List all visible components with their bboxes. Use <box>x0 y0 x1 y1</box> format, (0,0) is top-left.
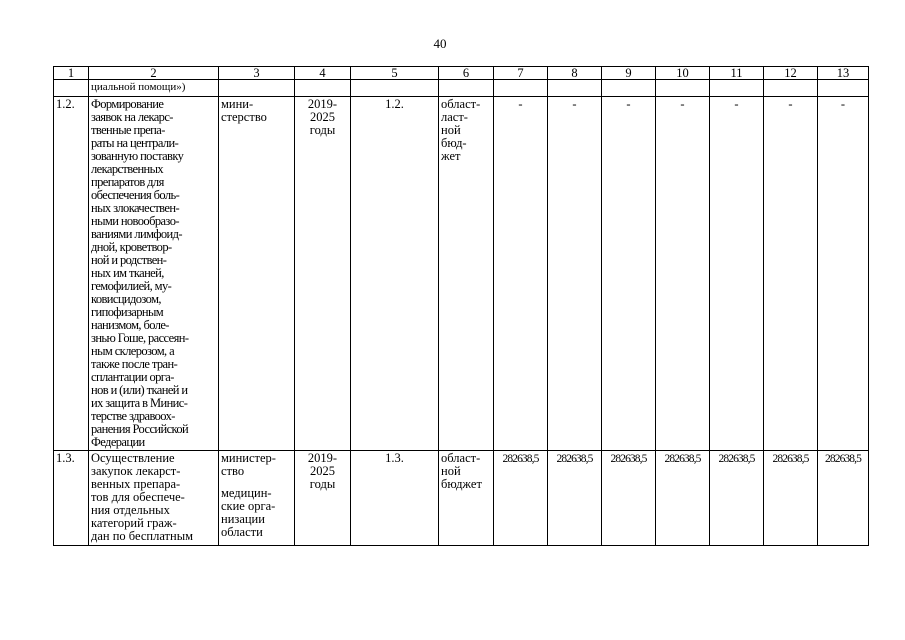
value-cell: - <box>548 97 602 451</box>
header-cell: 8 <box>548 67 602 80</box>
header-cell: 6 <box>439 67 494 80</box>
header-cell: 3 <box>219 67 295 80</box>
value-cell: 282638,5 <box>548 451 602 546</box>
value-cell: - <box>602 97 656 451</box>
description-cell: Осуществление закупок лекарст- венных препара- тов для обеспече- ния отдельных категорий граж- дан по бесплатным <box>89 451 219 546</box>
header-cell: 9 <box>602 67 656 80</box>
continuation-row <box>54 80 869 97</box>
description-cell: Формирование заявок на лекарс- твенные препа- раты на централи- зованную поставку лекарственных препаратов для обеспечения боль- ных злокачествен- ными новообразо- ваниями лимфоид- дной, кроветвор- ной и родствен- ных им тканей, гемофилией, му- ковисцидозом, гипофизарным нанизмом, боле- знью Гоше, рассеян- ным склерозом, а также после тран- сплантации орга- нов и (или) тканей и их защита в Минис- терстве здравоох- ранения Российской Федерации <box>89 97 219 451</box>
header-cell: 12 <box>764 67 818 80</box>
header-cell: 1 <box>54 67 89 80</box>
reference-cell: 1.2. <box>351 97 439 451</box>
value-cell: 282638,5 <box>818 451 869 546</box>
value-cell: - <box>494 97 548 451</box>
header-cell: 10 <box>656 67 710 80</box>
header-cell: 11 <box>710 67 764 80</box>
header-cell: 2 <box>89 67 219 80</box>
value-cell: - <box>818 97 869 451</box>
header-cell: 13 <box>818 67 869 80</box>
executor-cell: министер- ство медицин- ские орга- низации области <box>219 451 295 546</box>
header-row <box>54 67 869 80</box>
value-cell: - <box>764 97 818 451</box>
value-cell: - <box>710 97 764 451</box>
value-cell: 282638,5 <box>602 451 656 546</box>
table-row-1-3 <box>54 451 869 546</box>
period-cell: 2019- 2025 годы <box>295 97 351 451</box>
program-table <box>53 66 869 546</box>
reference-cell: 1.3. <box>351 451 439 546</box>
funding-source-cell: област- ной бюджет <box>439 451 494 546</box>
header-cell: 7 <box>494 67 548 80</box>
funding-source-cell: област- ласт- ной бюд- жет <box>439 97 494 451</box>
header-cell: 5 <box>351 67 439 80</box>
value-cell: 282638,5 <box>710 451 764 546</box>
row-number: 1.2. <box>54 97 89 451</box>
value-cell: 282638,5 <box>494 451 548 546</box>
continuation-text: циальной помощи») <box>89 80 219 97</box>
executor-cell: мини- стерство <box>219 97 295 451</box>
page-number: 40 <box>433 36 447 51</box>
value-cell: - <box>656 97 710 451</box>
period-cell: 2019- 2025 годы <box>295 451 351 546</box>
value-cell: 282638,5 <box>656 451 710 546</box>
row-number: 1.3. <box>54 451 89 546</box>
value-cell: 282638,5 <box>764 451 818 546</box>
table-row-1-2 <box>54 97 869 451</box>
header-cell: 4 <box>295 67 351 80</box>
